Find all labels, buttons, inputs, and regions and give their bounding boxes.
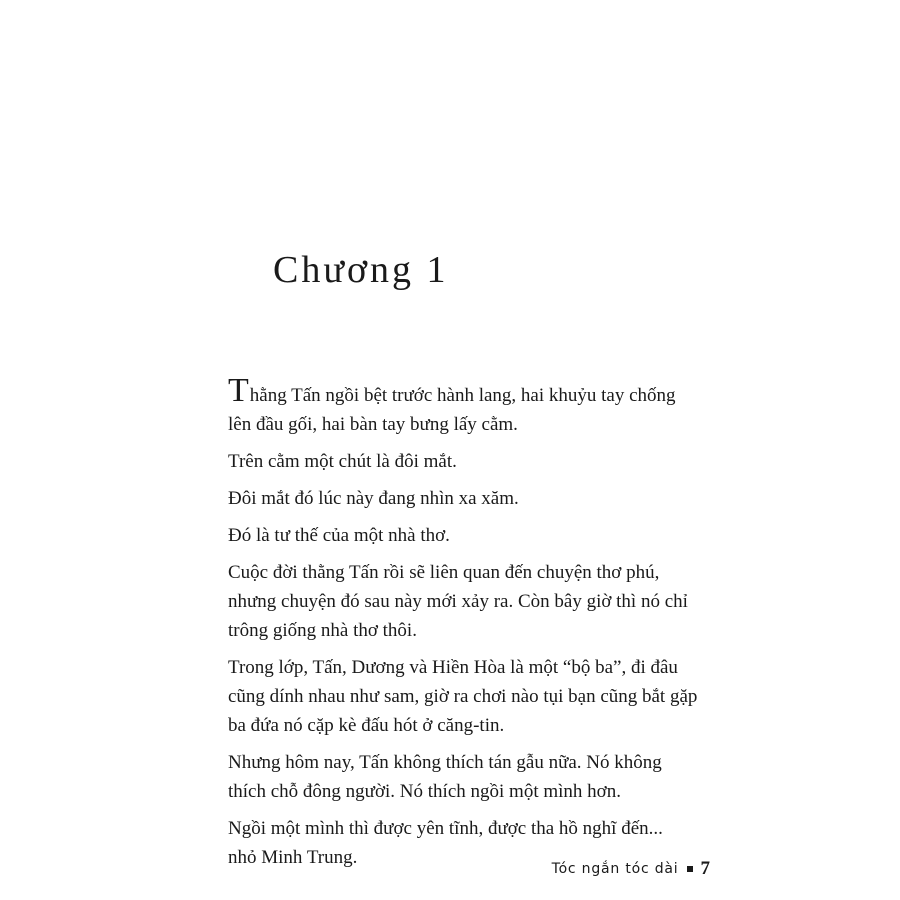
paragraph-5: Cuộc đời thằng Tấn rồi sẽ liên quan đến chuyện thơ phú, nhưng chuyện đó sau này mới xảy ra. Còn bây giờ thì nó chỉ trông giống nhà thơ thôi. [228, 562, 688, 641]
paragraph-4: Đó là tư thế của một nhà thơ. [228, 525, 450, 546]
chapter-title: Chương 1 [273, 249, 449, 291]
initial-letter: T [228, 372, 249, 409]
page-footer [552, 858, 710, 880]
paragraph-7: Nhưng hôm nay, Tấn không thích tán gẫu nữa. Nó không thích chỗ đông người. Nó thích ngồi một mình hơn. [228, 752, 662, 802]
paragraph-2: Trên cằm một chút là đôi mắt. [228, 451, 457, 472]
paragraph-1-text: hằng Tấn ngồi bệt trước hành lang, hai khuỷu tay chống lên đầu gối, hai bàn tay bưng lấy cằm. [228, 385, 676, 435]
chapter-body [228, 372, 718, 880]
paragraph-3: Đôi mắt đó lúc này đang nhìn xa xăm. [228, 488, 519, 509]
page-number: 7 [700, 858, 710, 879]
paragraph-1 [228, 372, 718, 439]
square-bullet-icon [687, 866, 693, 872]
running-book-title: Tóc ngắn tóc dài [551, 861, 679, 877]
paragraph-6: Trong lớp, Tấn, Dương và Hiền Hòa là một “bộ ba”, đi đâu cũng dính nhau như sam, giờ ra chơi nào tụi bạn cũng bắt gặp ba đứa nó cặp kè đấu hót ở căng-tin. [228, 657, 698, 736]
paragraph-8: Ngồi một mình thì được yên tĩnh, được tha hồ nghĩ đến... nhỏ Minh Trung. [228, 818, 663, 868]
